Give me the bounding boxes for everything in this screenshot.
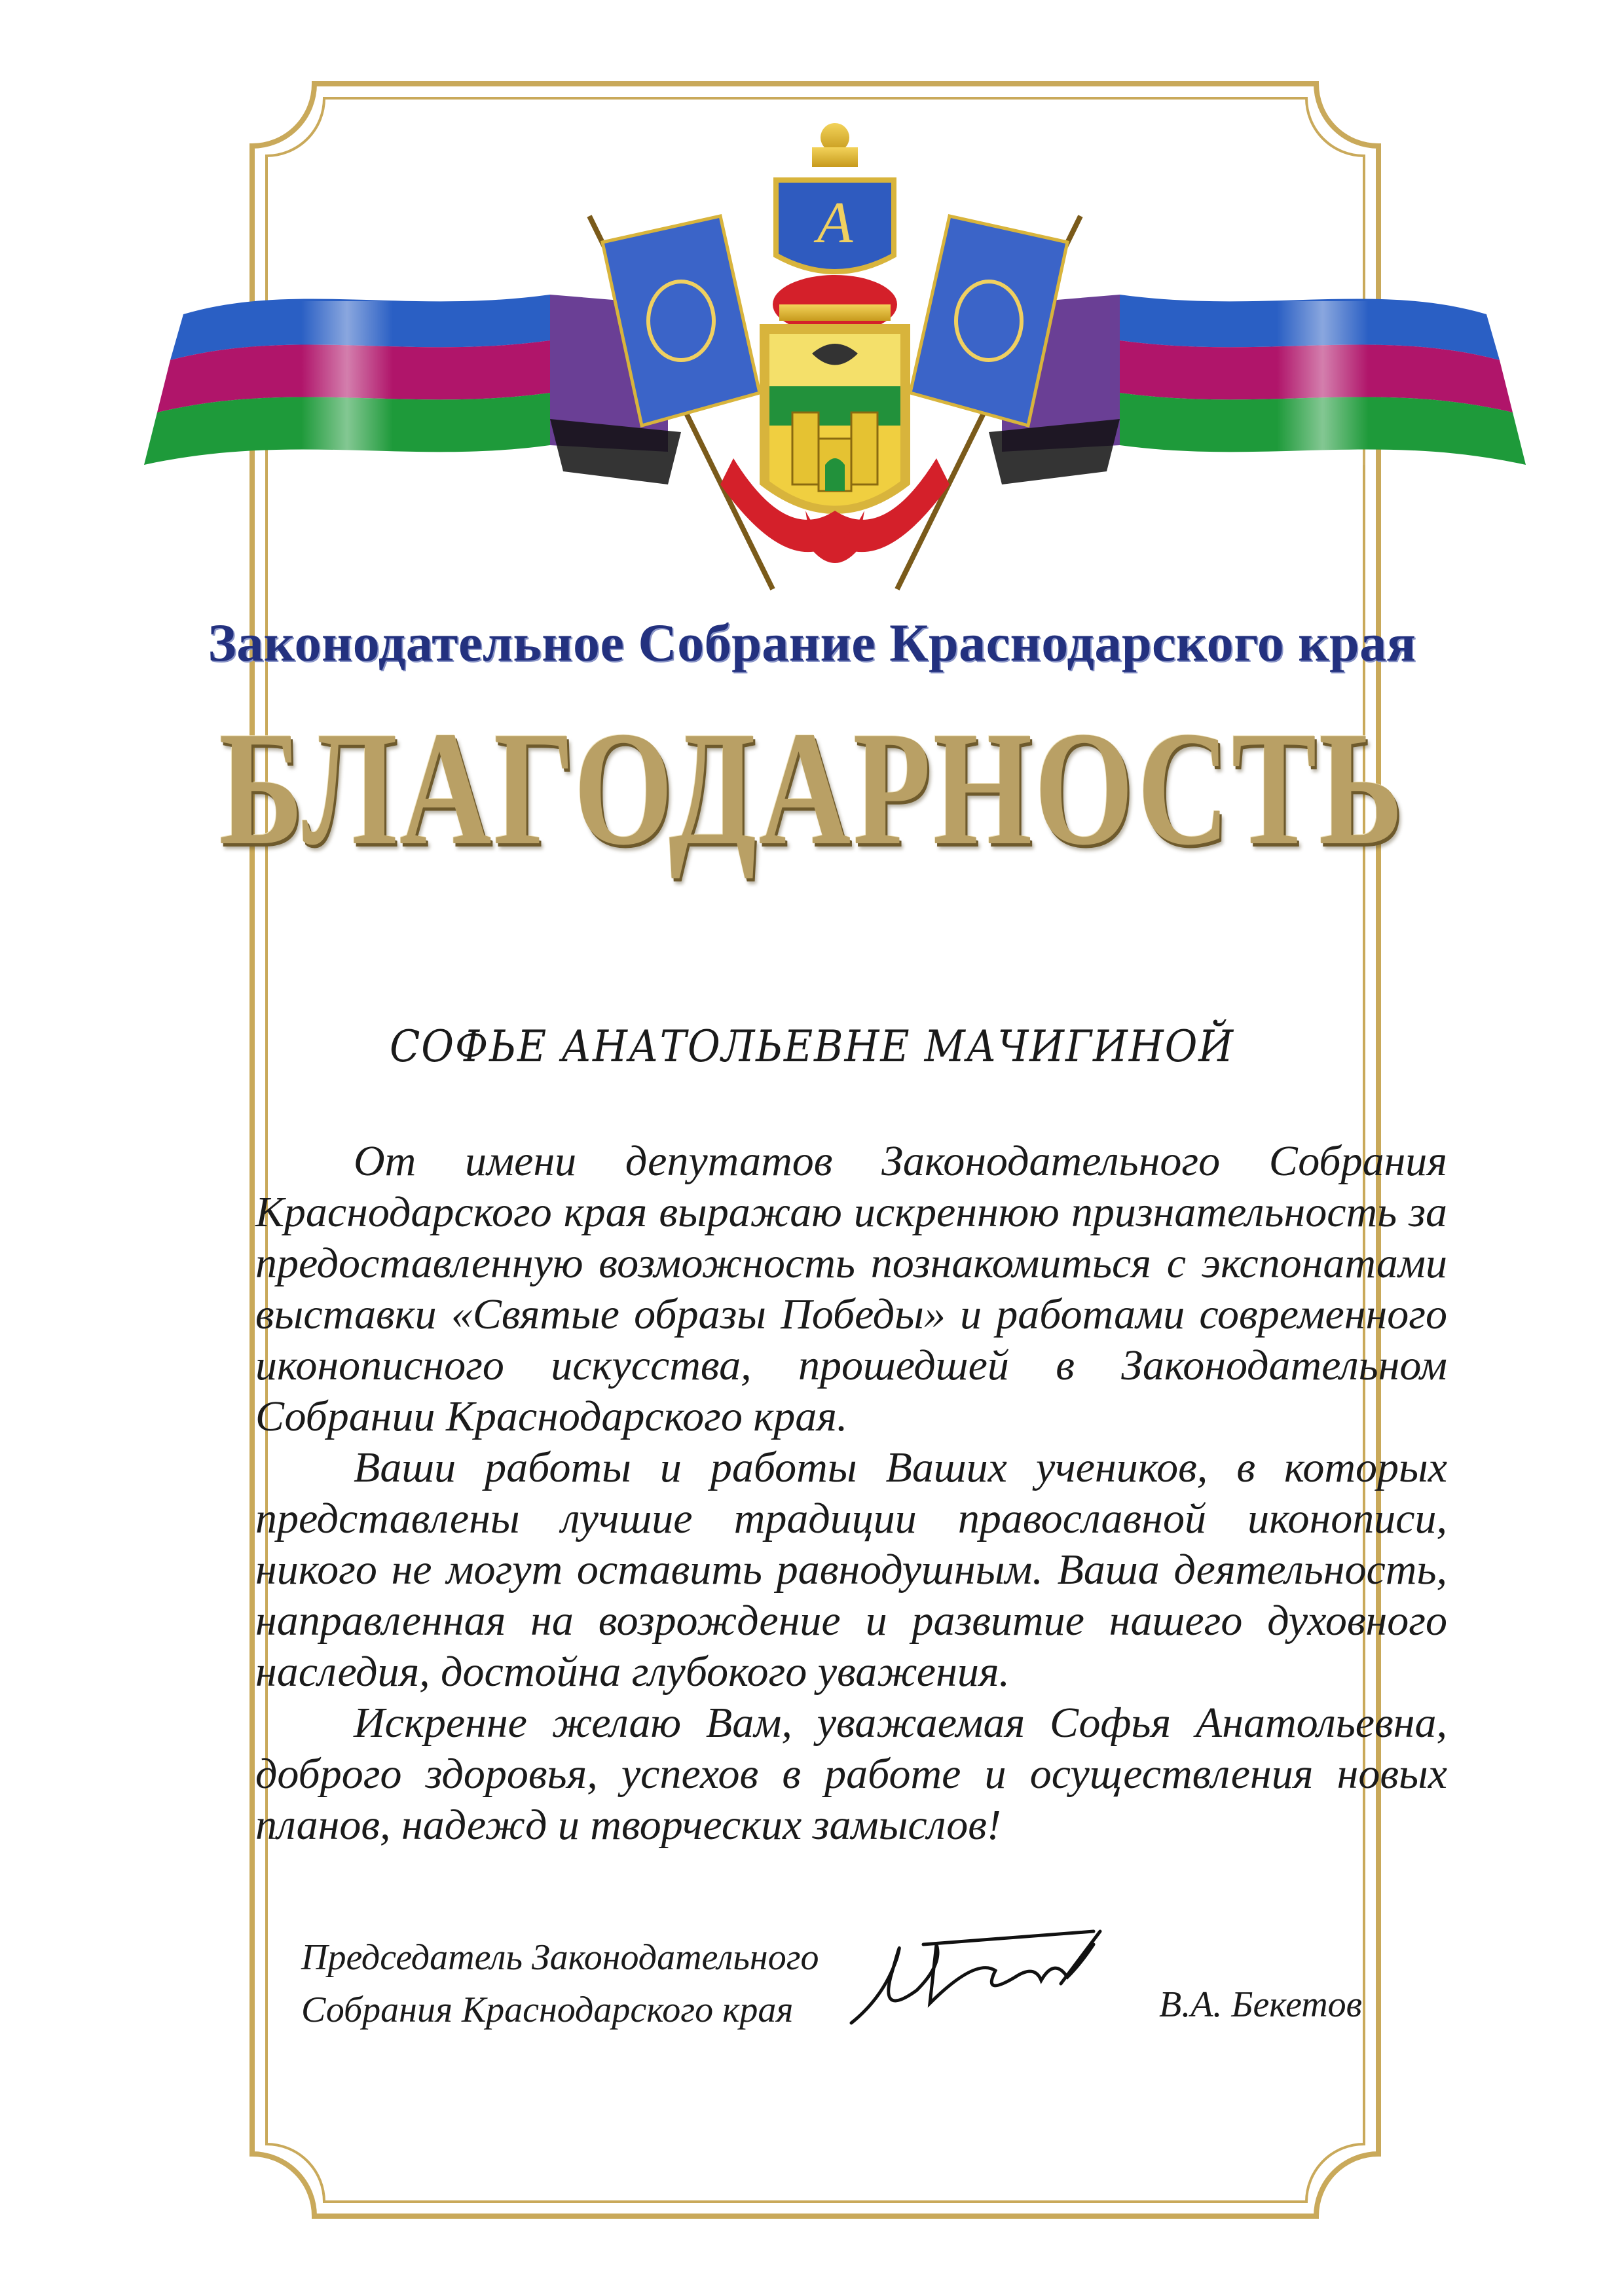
signatory-name: В.А. Бекетов bbox=[1159, 1984, 1362, 2025]
handwritten-signature bbox=[845, 1918, 1120, 2049]
body-paragraph: Искренне желаю Вам, уважаемая Софья Анатольевна, доброго здоровья, успехов в работе и осуществления новых планов, надежд и творческих замыслов! bbox=[255, 1699, 1447, 1849]
signatory-title bbox=[301, 1931, 819, 2036]
main-shield bbox=[760, 324, 910, 514]
letter-body bbox=[255, 1136, 1447, 1851]
upper-shield bbox=[776, 180, 894, 272]
signatory-title-line: Председатель Законодательного bbox=[301, 1937, 819, 1978]
organization-name: Законодательное Собрание Краснодарского края bbox=[208, 613, 1416, 672]
document-title: БЛАГОДАРНОСТЬ bbox=[219, 698, 1405, 879]
body-paragraph: От имени депутатов Законодательного Собрания Краснодарского края выражаю искреннюю признательность за предоставленную возможность познакомиться с экспонатами выставки «Святые образы Победы» и работами современного иконописного искусства, прошедшей в Законодательном Собрании Краснодарского края. bbox=[255, 1137, 1447, 1440]
flag-ribbon-right bbox=[989, 295, 1526, 484]
svg-text:A: A bbox=[817, 191, 853, 255]
recipient-name: СОФЬЕ АНАТОЛЬЕВНЕ МАЧИГИНОЙ bbox=[389, 1021, 1235, 1072]
signatory-title-line: Собрания Краснодарского края bbox=[301, 1990, 794, 2030]
body-paragraph: Ваши работы и работы Ваших учеников, в которых представлены лучшие традиции православной иконописи, никого не могут оставить равнодушным. Ваша деятельность, направленная на возрождение и развитие нашего духовного наследия, достойна глубокого уважения. bbox=[255, 1444, 1447, 1696]
flag-ribbon-left bbox=[144, 295, 681, 484]
signature-block bbox=[301, 1931, 1414, 2128]
crown-top bbox=[812, 123, 858, 167]
coat-of-arms-with-flag bbox=[131, 118, 1539, 629]
